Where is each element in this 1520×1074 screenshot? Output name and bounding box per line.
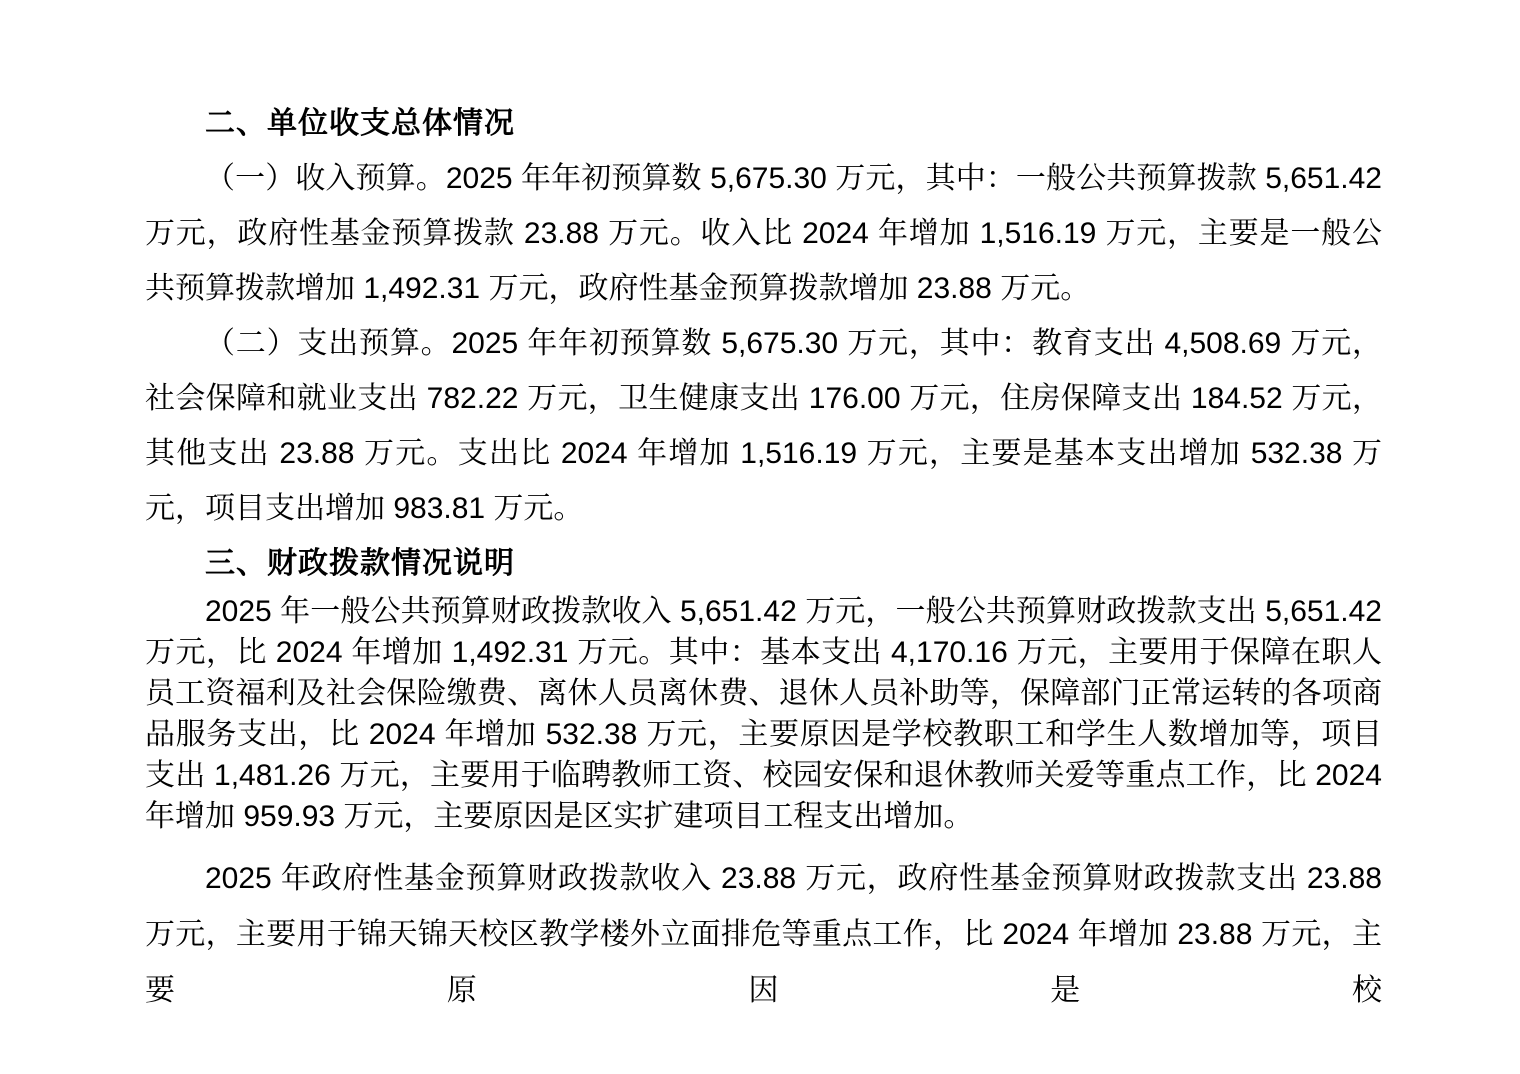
paragraph-income-budget: （一）收入预算。2025 年年初预算数 5,675.30 万元，其中：一般公共预算拨款 5,651.42 万元，政府性基金预算拨款 23.88 万元。收入比 2024 年增加 1,516.19 万元，主要是一般公共预算拨款增加 1,492.31 万元，政府性基金预算拨款增加 23.88 万元。	[145, 162, 1382, 305]
paragraph-general-public-budget: 2025 年一般公共预算财政拨款收入 5,651.42 万元，一般公共预算财政拨款支出 5,651.42 万元，比 2024 年增加 1,492.31 万元。其中：基本支出 4,170.16 万元，主要用于保障在职人员工资福利及社会保险缴费、离休人员离休费、退休人员补助等，保障部门正常运转的各项商品服务支出，比 2024 年增加 532.38 万元，主要原因是学校教职工和学生人数增加等，项目支出 1,481.26 万元，主要用于临聘教师工资、校园安保和退休教师关爱等重点工作，比 2024 年增加 959.93 万元，主要原因是区实扩建项目工程支出增加。	[145, 595, 1382, 833]
paragraph-expenditure-budget: （二）支出预算。2025 年年初预算数 5,675.30 万元，其中：教育支出 4,508.69 万元，社会保障和就业支出 782.22 万元，卫生健康支出 176.00 万元，住房保障支出 184.52 万元，其他支出 23.88 万元。支出比 2024 年增加 1,516.19 万元，主要是基本支出增加 532.38 万元，项目支出增加 983.81 万元。	[145, 327, 1382, 525]
section-heading-overall-budget: 二、单位收支总体情况	[205, 107, 515, 140]
section-heading-fiscal-appropriation: 三、财政拨款情况说明	[205, 547, 515, 580]
paragraph-government-fund-budget: 2025 年政府性基金预算财政拨款收入 23.88 万元，政府性基金预算财政拨款支出 23.88 万元，主要用于锦天锦天校区教学楼外立面排危等重点工作，比 2024 年增加 23.88 万元，主要原因是校	[145, 862, 1382, 1007]
document-content	[145, 96, 1382, 1019]
